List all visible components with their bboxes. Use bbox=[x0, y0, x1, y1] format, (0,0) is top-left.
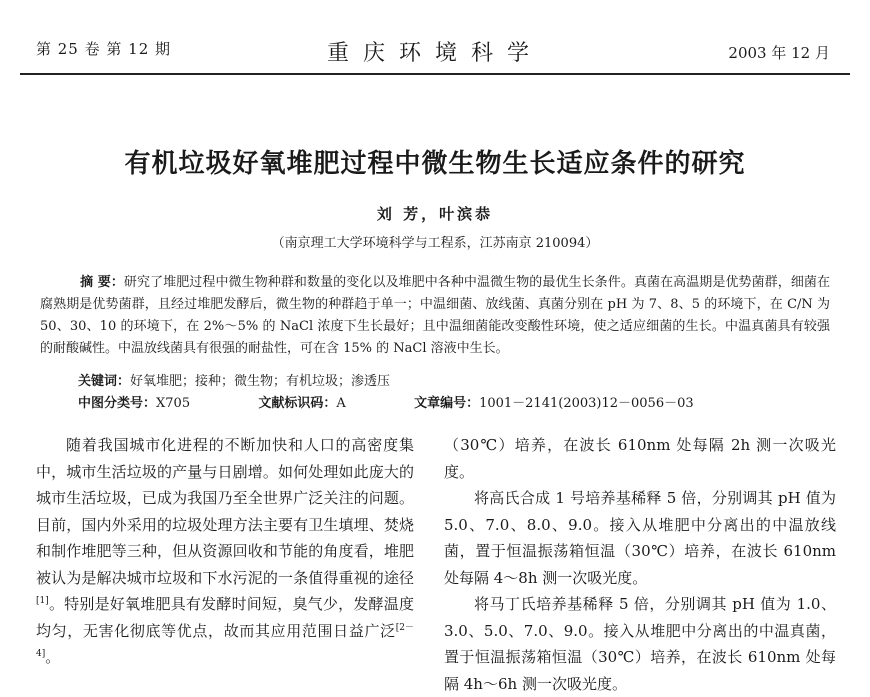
intro-text-1: 随着我国城市化进程的不断加快和人口的高密度集中，城市生活垃圾的产量与日剧增。如何处理如此庞大的城市生活垃圾，已成为我国乃至全世界广泛关注的问题。目前，国内外采用的垃圾处理方法主要有卫生填埋、焚烧和制作堆肥等三种，但从资源回收和节能的角度看，堆肥被认为是解决城市垃圾和下水污泥的一条值得重视的途径 bbox=[36, 436, 414, 587]
abstract-label: 摘 要： bbox=[80, 275, 124, 290]
keywords-label: 关键词： bbox=[78, 374, 131, 389]
author-affiliation: （南京理工大学环境科学与工程系，江苏南京 210094） bbox=[271, 236, 599, 251]
paper-title: 有机垃圾好氧堆肥过程中微生物生长适应条件的研究 bbox=[124, 149, 746, 179]
keywords-text: 好氧堆肥；接种；微生物；有机垃圾；渗透压 bbox=[130, 374, 391, 389]
volume-issue: 第 25 卷 第 12 期 bbox=[36, 40, 172, 58]
abstract bbox=[40, 272, 830, 360]
body-right-column bbox=[444, 432, 836, 697]
method-fungi: 将马丁氏培养基稀释 5 倍，分别调其 pH 值为 1.0、3.0、5.0、7.0、9.0。接入从堆肥中分离出的中温真菌，置于恒温振荡箱恒温（30℃）培养，在波长 610nm 处每隔 4h～6h 测一次吸光度。 bbox=[444, 595, 836, 693]
clc-value: X705 bbox=[156, 396, 191, 411]
article-number-value: 1001－2141(2003)12－0056－03 bbox=[479, 396, 694, 411]
doc-code-label: 文献标识码： bbox=[258, 396, 337, 411]
classification-line bbox=[78, 392, 694, 411]
article-number-label: 文章编号： bbox=[414, 396, 480, 411]
doc-code-value: A bbox=[336, 396, 346, 411]
page-header bbox=[0, 0, 870, 80]
header-rule bbox=[20, 73, 850, 75]
abstract-text: 研究了堆肥过程中微生物种群和数量的变化以及堆肥中各种中温微生物的最优生长条件。真菌在高温期是优势菌群，细菌在腐熟期是优势菌群，且经过堆肥发酵后，微生物的种群趋于单一；中温细菌、放线菌、真菌分别在 pH 为 7、8、5 的环境下，在 C/N 为 50、30、10 的环境下，在 2%～5% 的 NaCl 浓度下生长最好；且中温细菌能改变酸性环境，使之适应细菌的生长。中温真菌具有较强的耐酸碱性。中温放线菌具有很强的耐盐性，可在含 15% 的 NaCl 溶液中生长。 bbox=[40, 275, 830, 356]
intro-text-2: 。特别是好氧堆肥具有发酵时间短，臭气少，发酵温度均匀，无害化彻底等优点，故而其应用范围日益广泛 bbox=[36, 595, 414, 640]
keywords-line bbox=[78, 370, 390, 389]
body-left-column bbox=[36, 432, 414, 671]
method-continued: （30℃）培养，在波长 610nm 处每隔 2h 测一次吸光度。 bbox=[444, 436, 836, 481]
clc-label: 中图分类号： bbox=[78, 396, 157, 411]
intro-paragraph bbox=[36, 432, 414, 671]
method-actinomycetes: 将高氏合成 1 号培养基稀释 5 倍，分别调其 pH 值为 5.0、7.0、8.0、9.0。接入从堆肥中分离出的中温放线菌，置于恒温振荡箱恒温（30℃）培养，在波长 610nm 处每隔 4～8h 测一次吸光度。 bbox=[444, 489, 836, 587]
journal-name: 重庆环境科学 bbox=[326, 41, 543, 66]
citation-2: [2－4] bbox=[36, 622, 414, 659]
intro-text-end: 。 bbox=[45, 648, 61, 666]
citation-1: [1] bbox=[36, 596, 49, 606]
issue-date: 2003 年 12 月 bbox=[728, 44, 830, 62]
paper-authors: 刘 芳，叶滨恭 bbox=[376, 205, 494, 223]
